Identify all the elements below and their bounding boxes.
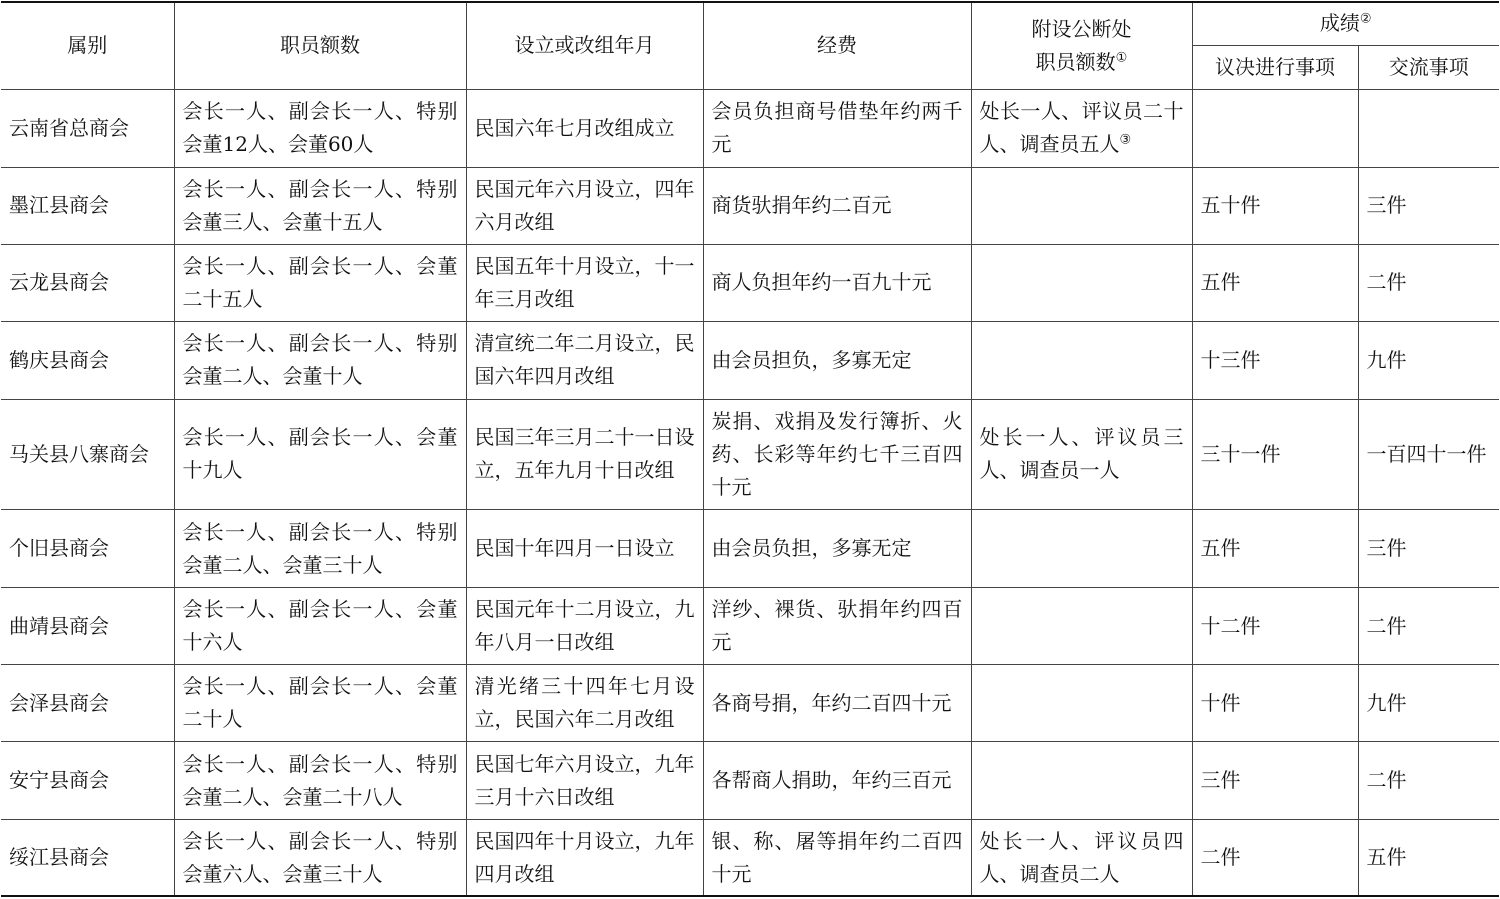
cell-yijue-text: 五件 — [1200, 536, 1241, 561]
cell-sheli — [466, 510, 703, 588]
cell-zhiyuan — [174, 665, 466, 742]
cell-zhiyuan — [174, 321, 466, 399]
cell-jiaoliu-text: 二件 — [1366, 613, 1407, 638]
cell-yijue-text: 十三件 — [1200, 347, 1261, 372]
cell-jiaoliu-text: 三件 — [1366, 193, 1407, 218]
cell-shubie-text: 鹤庆县商会 — [9, 347, 109, 372]
cell-jingfei — [703, 244, 971, 321]
cell-sheli — [466, 742, 703, 820]
cell-zhiyuan-text: 会长一人、副会长一人、特别会董六人、会董三十人 — [182, 828, 458, 886]
cell-jingfei-text: 商人负担年约一百九十元 — [711, 270, 932, 295]
cell-jingfei — [703, 510, 971, 588]
cell-zhiyuan — [174, 588, 466, 665]
header-fushe-line2: 职员额数 — [1035, 49, 1116, 74]
cell-sheli-text: 民国三年三月二十一日设立，五年九月十日改组 — [474, 425, 695, 483]
cell-zhiyuan-text: 会长一人、副会长一人、会董十六人 — [182, 597, 458, 655]
cell-sheli — [466, 665, 703, 742]
header-jiaoliu: 交流事项 — [1358, 45, 1499, 89]
table-row — [1, 399, 1499, 509]
header-shubie: 属别 — [1, 2, 174, 89]
cell-shubie — [1, 588, 174, 665]
cell-shubie — [1, 399, 174, 509]
cell-yijue — [1192, 89, 1358, 167]
cell-zhiyuan — [174, 820, 466, 896]
cell-yijue-text: 十件 — [1200, 690, 1241, 715]
footnote-mark-1: ① — [1115, 50, 1128, 66]
cell-zhiyuan-text: 会长一人、副会长一人、会董二十人 — [182, 674, 458, 732]
cell-yijue — [1192, 167, 1358, 244]
cell-zhiyuan-text: 会长一人、副会长一人、会董十九人 — [182, 425, 458, 483]
cell-jingfei — [703, 89, 971, 167]
cell-zhiyuan-text: 会长一人、副会长一人、特别会董二人、会董三十人 — [182, 519, 458, 577]
table-row — [1, 820, 1499, 896]
cell-sheli — [466, 321, 703, 399]
cell-jiaoliu — [1358, 742, 1499, 820]
table-row — [1, 167, 1499, 244]
cell-jiaoliu — [1358, 244, 1499, 321]
cell-shubie — [1, 89, 174, 167]
cell-sheli-text: 清光绪三十四年七月设立，民国六年二月改组 — [474, 674, 695, 732]
cell-sheli-text: 民国七年六月设立，九年三月十六日改组 — [474, 751, 695, 809]
cell-jiaoliu-text: 二件 — [1366, 768, 1407, 793]
cell-yijue-text: 五件 — [1200, 270, 1241, 295]
header-jingfei: 经费 — [703, 2, 971, 89]
cell-zhiyuan-text: 会长一人、副会长一人、特别会董二人、会董二十八人 — [182, 751, 458, 809]
cell-jingfei-text: 各商号捐，年约二百四十元 — [711, 690, 952, 715]
footnote-mark-2: ② — [1359, 11, 1372, 27]
cell-shubie-text: 墨江县商会 — [9, 193, 109, 218]
cell-sheli-text: 民国六年七月改组成立 — [474, 115, 675, 140]
cell-zhiyuan — [174, 244, 466, 321]
cell-shubie — [1, 742, 174, 820]
cell-jiaoliu — [1358, 89, 1499, 167]
cell-jingfei — [703, 820, 971, 896]
table-row — [1, 510, 1499, 588]
cell-fushe-text: 处长一人、评议员四人、调查员二人 — [979, 828, 1184, 886]
cell-sheli-text: 民国五年十月设立，十一年三月改组 — [474, 253, 695, 311]
cell-zhiyuan — [174, 399, 466, 509]
cell-shubie — [1, 167, 174, 244]
cell-sheli-text: 民国十年四月一日设立 — [474, 536, 675, 561]
table-header — [1, 2, 1499, 89]
cell-fushe — [971, 244, 1192, 321]
cell-fushe — [971, 588, 1192, 665]
cell-fushe — [971, 167, 1192, 244]
cell-zhiyuan-text: 会长一人、副会长一人、会董二十五人 — [182, 253, 458, 311]
cell-jiaoliu — [1358, 321, 1499, 399]
table-row — [1, 742, 1499, 820]
cell-zhiyuan-text: 会长一人、副会长一人、特别会董二人、会董十人 — [182, 331, 458, 389]
table-row — [1, 321, 1499, 399]
header-chengji — [1192, 2, 1499, 45]
cell-yijue — [1192, 244, 1358, 321]
cell-jingfei — [703, 665, 971, 742]
cell-sheli-text: 清宣统二年二月设立，民国六年四月改组 — [474, 331, 695, 389]
table-body — [1, 89, 1499, 896]
cell-jingfei-text: 由会员担负，多寡无定 — [711, 347, 912, 372]
cell-yijue-text: 三件 — [1200, 768, 1241, 793]
cell-zhiyuan-text: 会长一人、副会长一人、特别会董12人、会董60人 — [182, 99, 458, 157]
header-fushe-line1: 附设公断处 — [1031, 16, 1132, 41]
cell-jingfei-text: 洋纱、裸货、驮捐年约四百元 — [711, 597, 963, 655]
cell-zhiyuan — [174, 167, 466, 244]
cell-shubie — [1, 820, 174, 896]
cell-shubie-text: 个旧县商会 — [9, 536, 109, 561]
cell-jingfei-text: 会员负担商号借垫年约两千元 — [711, 99, 963, 157]
cell-jiaoliu-text: 二件 — [1366, 270, 1407, 295]
cell-shubie-text: 马关县八寨商会 — [9, 441, 149, 466]
cell-shubie-text: 安宁县商会 — [9, 768, 109, 793]
footnote-mark-3: ③ — [1119, 132, 1132, 148]
cell-sheli — [466, 820, 703, 896]
cell-fushe — [971, 399, 1192, 509]
cell-jingfei-text: 由会员负担，多寡无定 — [711, 536, 912, 561]
cell-yijue-text: 十二件 — [1200, 613, 1261, 638]
cell-jiaoliu-text: 一百四十一件 — [1366, 441, 1487, 466]
cell-jiaoliu-text: 五件 — [1366, 845, 1407, 870]
cell-jingfei — [703, 399, 971, 509]
cell-zhiyuan-text: 会长一人、副会长一人、特别会董三人、会董十五人 — [182, 176, 458, 234]
cell-jiaoliu — [1358, 399, 1499, 509]
cell-yijue — [1192, 588, 1358, 665]
cell-jingfei — [703, 321, 971, 399]
cell-zhiyuan — [174, 742, 466, 820]
cell-fushe — [971, 321, 1192, 399]
cell-yijue-text: 三十一件 — [1200, 441, 1281, 466]
cell-jingfei — [703, 588, 971, 665]
cell-shubie — [1, 244, 174, 321]
header-zhiyuan: 职员额数 — [174, 2, 466, 89]
cell-zhiyuan — [174, 510, 466, 588]
cell-jiaoliu — [1358, 820, 1499, 896]
cell-yijue — [1192, 399, 1358, 509]
cell-sheli-text: 民国元年十二月设立，九年八月一日改组 — [474, 597, 695, 655]
cell-jiaoliu — [1358, 665, 1499, 742]
table-row — [1, 89, 1499, 167]
cell-sheli — [466, 89, 703, 167]
cell-yijue-text: 五十件 — [1200, 193, 1261, 218]
cell-shubie — [1, 321, 174, 399]
cell-shubie-text: 云南省总商会 — [9, 115, 129, 140]
cell-fushe — [971, 820, 1192, 896]
cell-shubie-text: 云龙县商会 — [9, 270, 109, 295]
cell-jiaoliu — [1358, 510, 1499, 588]
cell-shubie-text: 会泽县商会 — [9, 690, 109, 715]
cell-shubie-text: 绥江县商会 — [9, 845, 109, 870]
cell-yijue — [1192, 510, 1358, 588]
header-sheli: 设立或改组年月 — [466, 2, 703, 89]
table-row — [1, 665, 1499, 742]
cell-sheli-text: 民国四年十月设立，九年四月改组 — [474, 828, 695, 886]
cell-jiaoliu — [1358, 588, 1499, 665]
cell-shubie — [1, 665, 174, 742]
cell-yijue-text: 二件 — [1200, 845, 1241, 870]
header-fushe — [971, 2, 1192, 89]
cell-yijue — [1192, 820, 1358, 896]
cell-shubie — [1, 510, 174, 588]
cell-jiaoliu-text: 三件 — [1366, 536, 1407, 561]
cell-fushe-text: 处长一人、评议员三人、调查员一人 — [979, 425, 1184, 483]
cell-fushe — [971, 89, 1192, 167]
chamber-of-commerce-table — [1, 1, 1499, 897]
header-yijue: 议决进行事项 — [1192, 45, 1358, 89]
table-row — [1, 244, 1499, 321]
cell-jiaoliu-text: 九件 — [1366, 690, 1407, 715]
cell-shubie-text: 曲靖县商会 — [9, 613, 109, 638]
cell-sheli — [466, 588, 703, 665]
cell-yijue — [1192, 321, 1358, 399]
cell-jingfei-text: 商货驮捐年约二百元 — [711, 193, 892, 218]
cell-jiaoliu-text: 九件 — [1366, 347, 1407, 372]
cell-yijue — [1192, 665, 1358, 742]
cell-sheli — [466, 399, 703, 509]
cell-fushe — [971, 742, 1192, 820]
cell-jiaoliu — [1358, 167, 1499, 244]
header-chengji-label: 成绩 — [1319, 11, 1360, 36]
cell-jingfei — [703, 167, 971, 244]
cell-jingfei-text: 银、称、屠等捐年约二百四十元 — [711, 828, 963, 886]
cell-fushe — [971, 510, 1192, 588]
cell-jingfei — [703, 742, 971, 820]
cell-zhiyuan — [174, 89, 466, 167]
cell-jingfei-text: 各帮商人捐助，年约三百元 — [711, 768, 952, 793]
cell-sheli — [466, 244, 703, 321]
cell-jingfei-text: 炭捐、戏捐及发行簿折、火药、长彩等年约七千三百四十元 — [711, 408, 963, 499]
table-row — [1, 588, 1499, 665]
cell-yijue — [1192, 742, 1358, 820]
cell-fushe — [971, 665, 1192, 742]
cell-sheli — [466, 167, 703, 244]
cell-fushe-text: 处长一人、评议员二十人、调查员五人 — [979, 99, 1184, 157]
cell-sheli-text: 民国元年六月设立，四年六月改组 — [474, 176, 695, 234]
